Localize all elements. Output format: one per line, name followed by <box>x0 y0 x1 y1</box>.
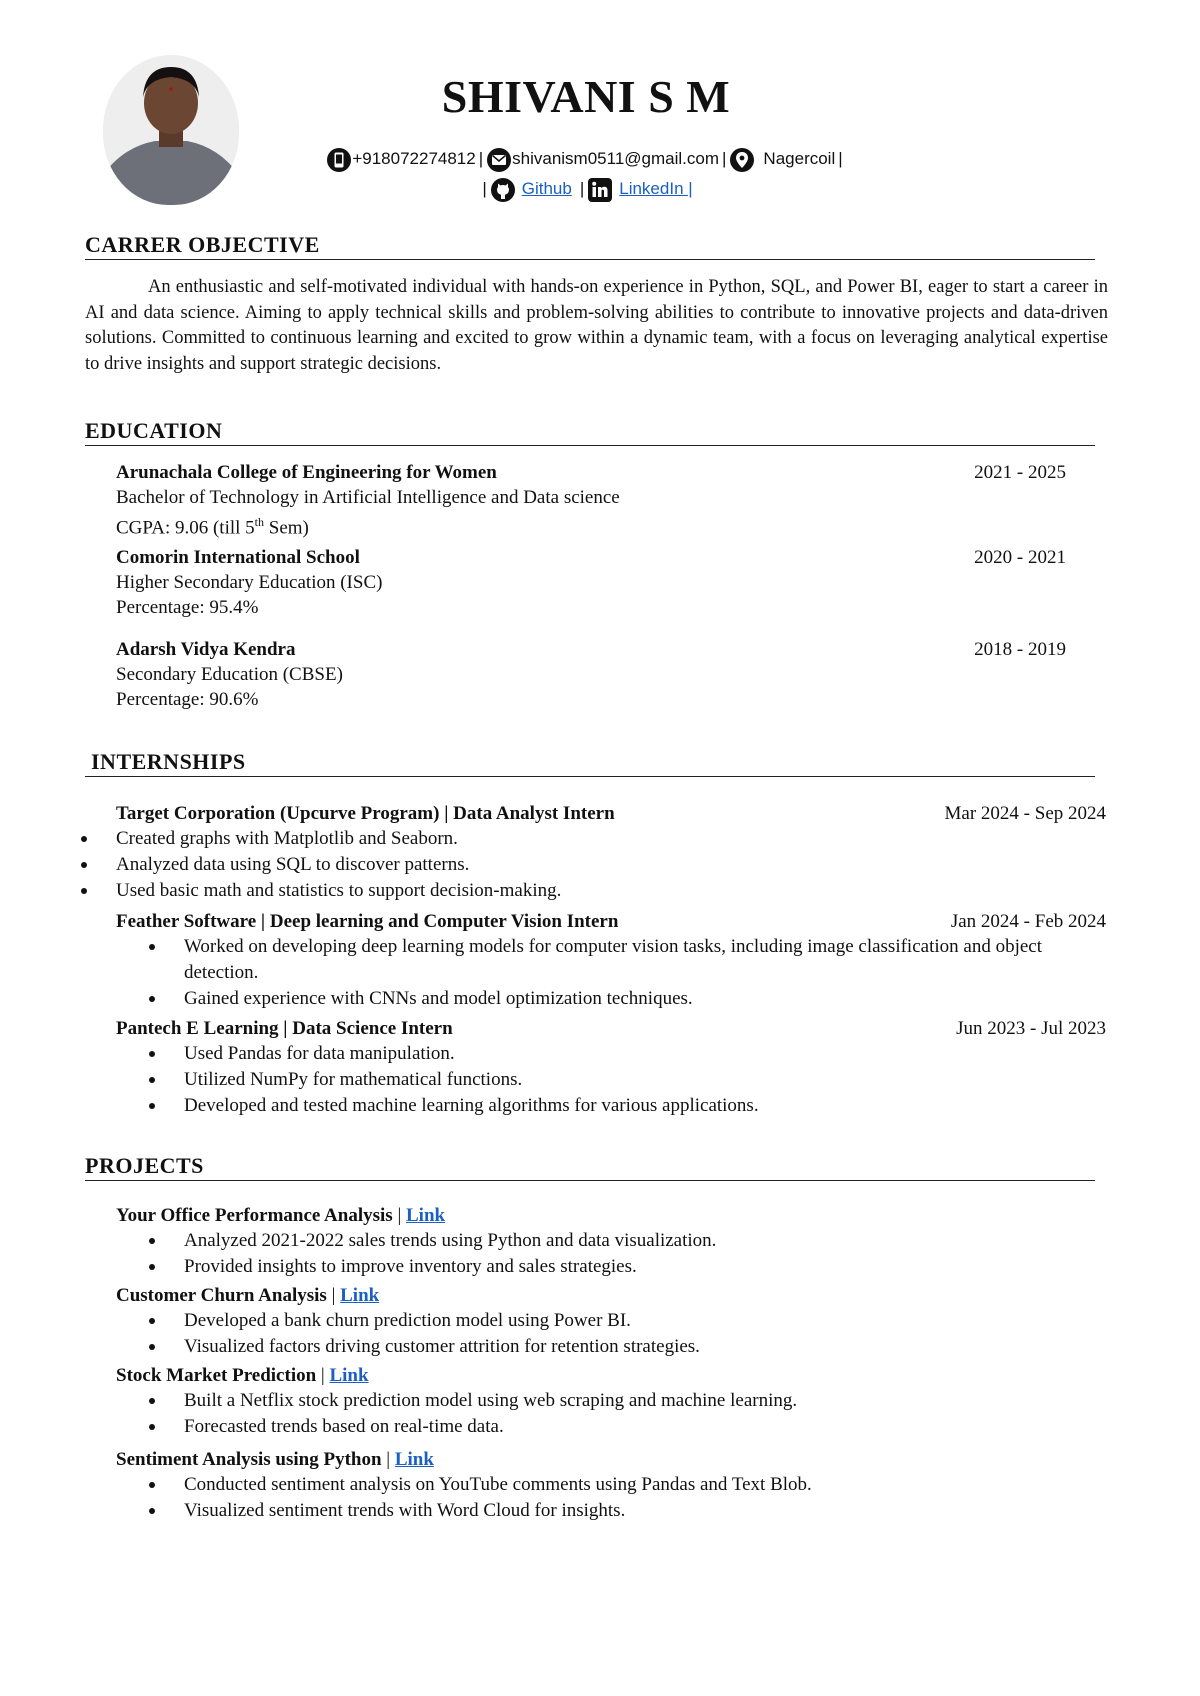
contact-info <box>230 144 942 204</box>
project-entry: Your Office Performance Analysis | Link Analyzed 2021-2022 sales trends using Python and data visualization. Provided insights to improve inventory and sales strategies. <box>116 1203 1106 1280</box>
education-entry <box>116 545 1106 620</box>
education-years: 2021 - 2025 <box>974 462 1066 483</box>
school-name: Adarsh Vidya Kendra <box>116 639 296 660</box>
education-heading: EDUCATION <box>85 418 1095 446</box>
project-name: Sentiment Analysis using Python <box>116 1449 382 1470</box>
github-link[interactable]: Github <box>521 179 572 198</box>
contact-line-2: | Github | LinkedIn | <box>230 174 942 204</box>
project-entry: Customer Churn Analysis | Link Developed a bank churn prediction model using Power BI. Visualized factors driving customer attrition for retention strategies. <box>116 1283 1106 1360</box>
phone-number[interactable]: +918072274812 <box>352 149 476 168</box>
list-item: Used Pandas for data manipulation. <box>184 1041 1106 1067</box>
contact-line-1: +918072274812 | shivanism0511@gmail.com | Nagercoil | <box>230 144 942 174</box>
list-item: Gained experience with CNNs and model optimization techniques. <box>184 986 1064 1012</box>
linkedin-icon <box>587 177 613 203</box>
project-entry: Stock Market Prediction | Link Built a Netflix stock prediction model using web scraping and machine learning. Forecasted trends based on real-time data. <box>116 1363 1106 1440</box>
list-item: Conducted sentiment analysis on YouTube comments using Pandas and Text Blob. <box>184 1472 1106 1498</box>
degree: Higher Secondary Education (ISC) <box>116 572 383 593</box>
location: Nagercoil <box>763 149 836 168</box>
github-icon <box>490 177 516 203</box>
list-item: Built a Netflix stock prediction model using web scraping and machine learning. <box>184 1388 1106 1414</box>
list-item: Analyzed 2021-2022 sales trends using Python and data visualization. <box>184 1228 1106 1254</box>
list-item: Provided insights to improve inventory and sales strategies. <box>184 1254 1106 1280</box>
project-link[interactable]: Link <box>394 1449 434 1470</box>
project-link[interactable]: Link <box>329 1365 369 1386</box>
score: Percentage: 90.6% <box>116 689 259 710</box>
internship-entry <box>116 909 1106 1012</box>
degree: Bachelor of Technology in Artificial Intelligence and Data science <box>116 487 620 508</box>
internships-heading: INTERNSHIPS <box>85 749 1095 777</box>
internship-dates: Mar 2024 - Sep 2024 <box>944 803 1106 824</box>
email-address[interactable]: shivanism0511@gmail.com <box>512 149 719 168</box>
list-item: Utilized NumPy for mathematical functions. <box>184 1067 1106 1093</box>
education-entry <box>116 460 1106 540</box>
score: Percentage: 95.4% <box>116 597 259 618</box>
internship-entry <box>116 1016 1106 1119</box>
project-link[interactable]: Link <box>340 1285 380 1306</box>
internship-dates: Jan 2024 - Feb 2024 <box>950 911 1106 932</box>
project-name: Stock Market Prediction <box>116 1365 317 1386</box>
project-entry: Sentiment Analysis using Python | Link Conducted sentiment analysis on YouTube comments using Pandas and Text Blob. Visualized sentiment trends with Word Cloud for insights. <box>116 1447 1106 1524</box>
projects-heading: PROJECTS <box>85 1153 1095 1181</box>
list-item: Worked on developing deep learning models for computer vision tasks, including image classification and object detection. <box>184 934 1064 986</box>
list-item: Created graphs with Matplotlib and Seaborn. <box>116 826 1106 852</box>
objective-text: An enthusiastic and self-motivated individual with hands-on experience in Python, SQL, and Power BI, eager to start a career in AI and data science. Aiming to apply technical skills and problem-solving abilities to contribute to innovative projects and data-driven solutions. Committed to continuous learning and excited to grow within a dynamic team, with a focus on leveraging analytical expertise to drive insights and support strategic decisions. <box>85 277 1108 374</box>
list-item: Forecasted trends based on real-time data. <box>184 1414 1106 1440</box>
project-name: Your Office Performance Analysis <box>116 1205 393 1226</box>
education-years: 2018 - 2019 <box>974 639 1066 660</box>
email-icon <box>486 147 512 173</box>
list-item: Visualized sentiment trends with Word Cloud for insights. <box>184 1498 1106 1524</box>
school-name: Comorin International School <box>116 547 360 568</box>
list-item: Analyzed data using SQL to discover patterns. <box>116 852 1106 878</box>
internship-entry <box>116 801 1106 904</box>
objective-heading: CARRER OBJECTIVE <box>85 232 1095 260</box>
project-link[interactable]: Link <box>406 1205 446 1226</box>
internship-dates: Jun 2023 - Jul 2023 <box>956 1018 1106 1039</box>
project-name: Customer Churn Analysis <box>116 1285 327 1306</box>
candidate-name: SHIVANI S M <box>441 71 731 122</box>
list-item: Used basic math and statistics to support decision-making. <box>116 878 1106 904</box>
school-name: Arunachala College of Engineering for Women <box>116 462 497 483</box>
list-item: Developed and tested machine learning algorithms for various applications. <box>184 1093 1106 1119</box>
score: CGPA: 9.06 (till 5th Sem) <box>116 515 309 539</box>
location-pin-icon <box>729 147 755 173</box>
list-item: Developed a bank churn prediction model using Power BI. <box>184 1308 1106 1334</box>
phone-icon <box>326 147 352 173</box>
linkedin-link[interactable]: LinkedIn <box>619 179 684 198</box>
internship-heading: Target Corporation (Upcurve Program) | Data Analyst Intern <box>116 803 615 824</box>
list-item: Visualized factors driving customer attrition for retention strategies. <box>184 1334 1106 1360</box>
internship-heading: Feather Software | Deep learning and Computer Vision Intern <box>116 911 619 932</box>
internship-heading: Pantech E Learning | Data Science Intern <box>116 1018 453 1039</box>
degree: Secondary Education (CBSE) <box>116 664 343 685</box>
education-years: 2020 - 2021 <box>974 547 1066 568</box>
education-entry <box>116 637 1106 712</box>
